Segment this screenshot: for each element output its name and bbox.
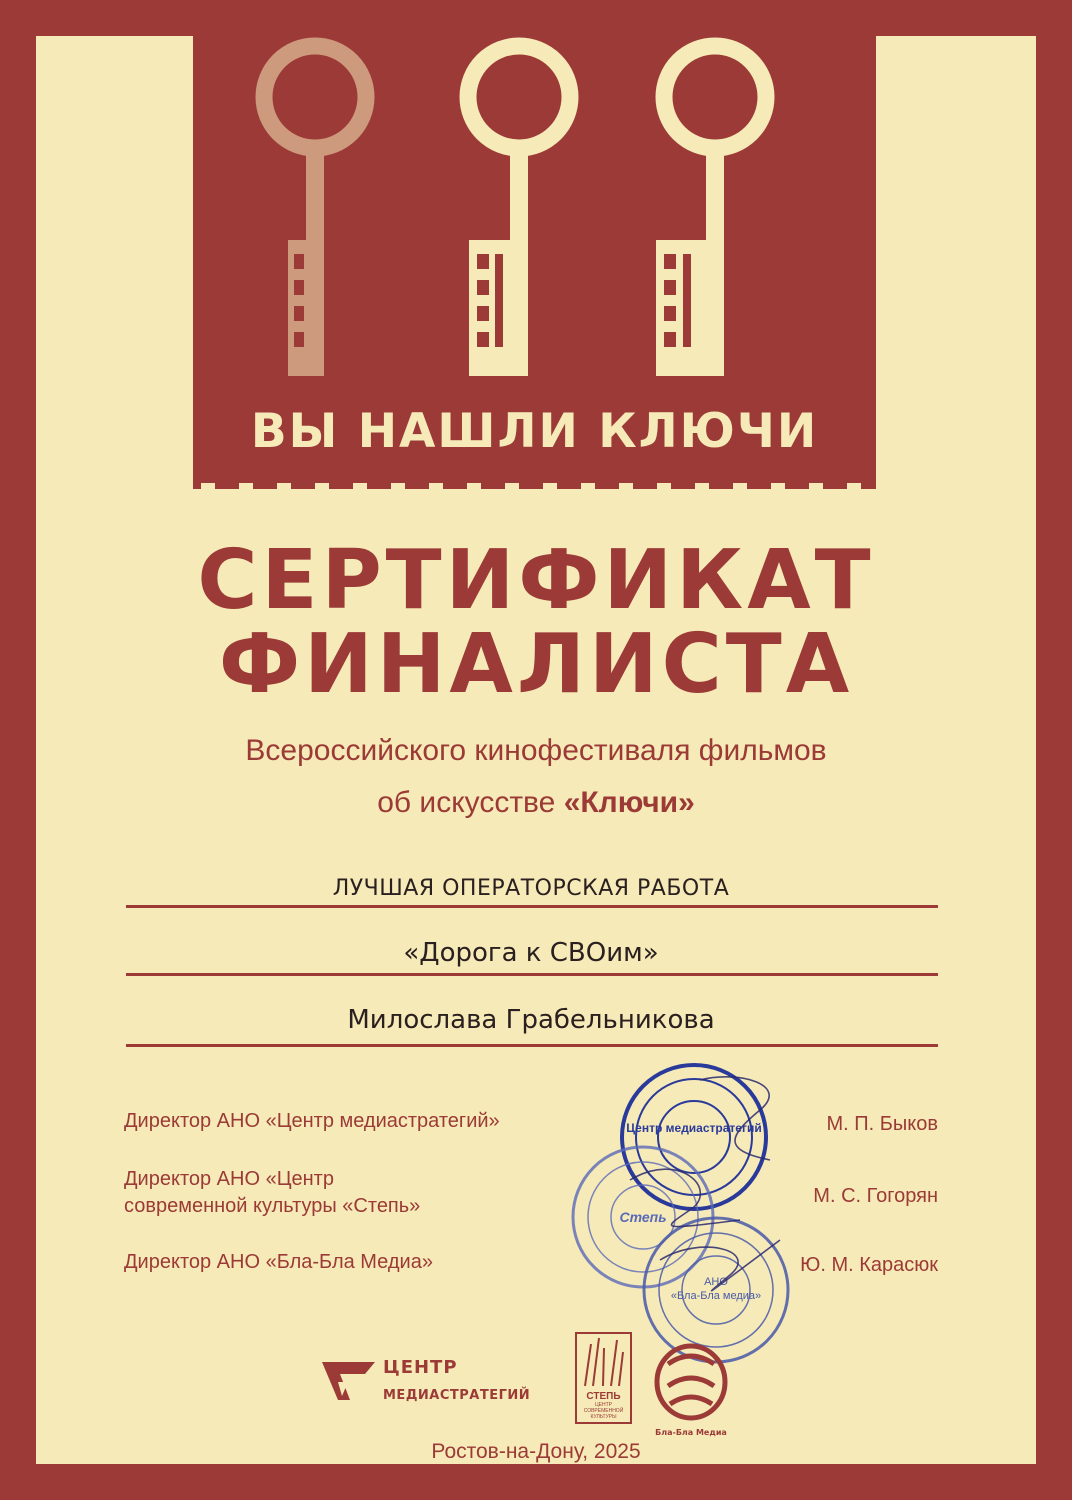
subtitle-prefix: об искусстве: [377, 786, 564, 819]
signature-name: М. П. Быков: [826, 1113, 938, 1135]
step-logo-sub: ЦЕНТР СОВРЕМЕННОЙ КУЛЬТУРЫ: [583, 1402, 624, 1420]
author-name: Милослава Грабельникова: [347, 1005, 715, 1035]
blabla-logo-text: Бла-Бла Медиа: [655, 1428, 727, 1437]
signature-role-line1: Директор АНО «Центр: [124, 1168, 334, 1190]
festival-name: «Ключи»: [563, 786, 695, 819]
stamp1-text: Центр медиастратегий: [626, 1121, 762, 1135]
stamp3-text-line2: «Бла-Бла медиа»: [670, 1290, 762, 1302]
stamp-center-mediastrategies: [622, 1065, 766, 1209]
grass-icon: [577, 1334, 630, 1386]
signature-role: Директор АНО «Бла-Бла Медиа»: [124, 1251, 433, 1273]
stamp3-text-line1: АНО: [704, 1276, 728, 1288]
center-logo-line1: ЦЕНТР: [383, 1357, 458, 1378]
certificate-title-line1: СЕРТИФИКАТ: [197, 533, 875, 628]
signature-name: М. С. Гогорян: [813, 1185, 938, 1207]
center-logo-line2: МЕДИАСТРАТЕГИЙ: [383, 1388, 531, 1403]
step-logo-name: СТЕПЬ: [586, 1391, 621, 1402]
certificate-title-line2: ФИНАЛИСТА: [218, 617, 854, 712]
blabla-logo-icon: [652, 1342, 730, 1426]
banner-title: ВЫ НАШЛИ КЛЮЧИ: [250, 404, 819, 459]
stamp2-text: Степь: [619, 1209, 667, 1225]
signature-role: Директор АНО «Центр медиастратегий»: [124, 1110, 500, 1132]
signature-name: Ю. М. Карасюк: [800, 1254, 938, 1276]
signature-role-line2: современной культуры «Степь»: [124, 1195, 421, 1217]
subtitle-line1: Всероссийского кинофестиваля фильмов: [245, 734, 827, 767]
city-year: Ростов-на-Дону, 2025: [431, 1440, 641, 1463]
film-title: «Дорога к СВОим»: [403, 938, 659, 968]
step-logo: [575, 1332, 632, 1424]
nomination-text: ЛУЧШАЯ ОПЕРАТОРСКАЯ РАБОТА: [332, 876, 730, 901]
center-logo-icon: [320, 1352, 380, 1412]
